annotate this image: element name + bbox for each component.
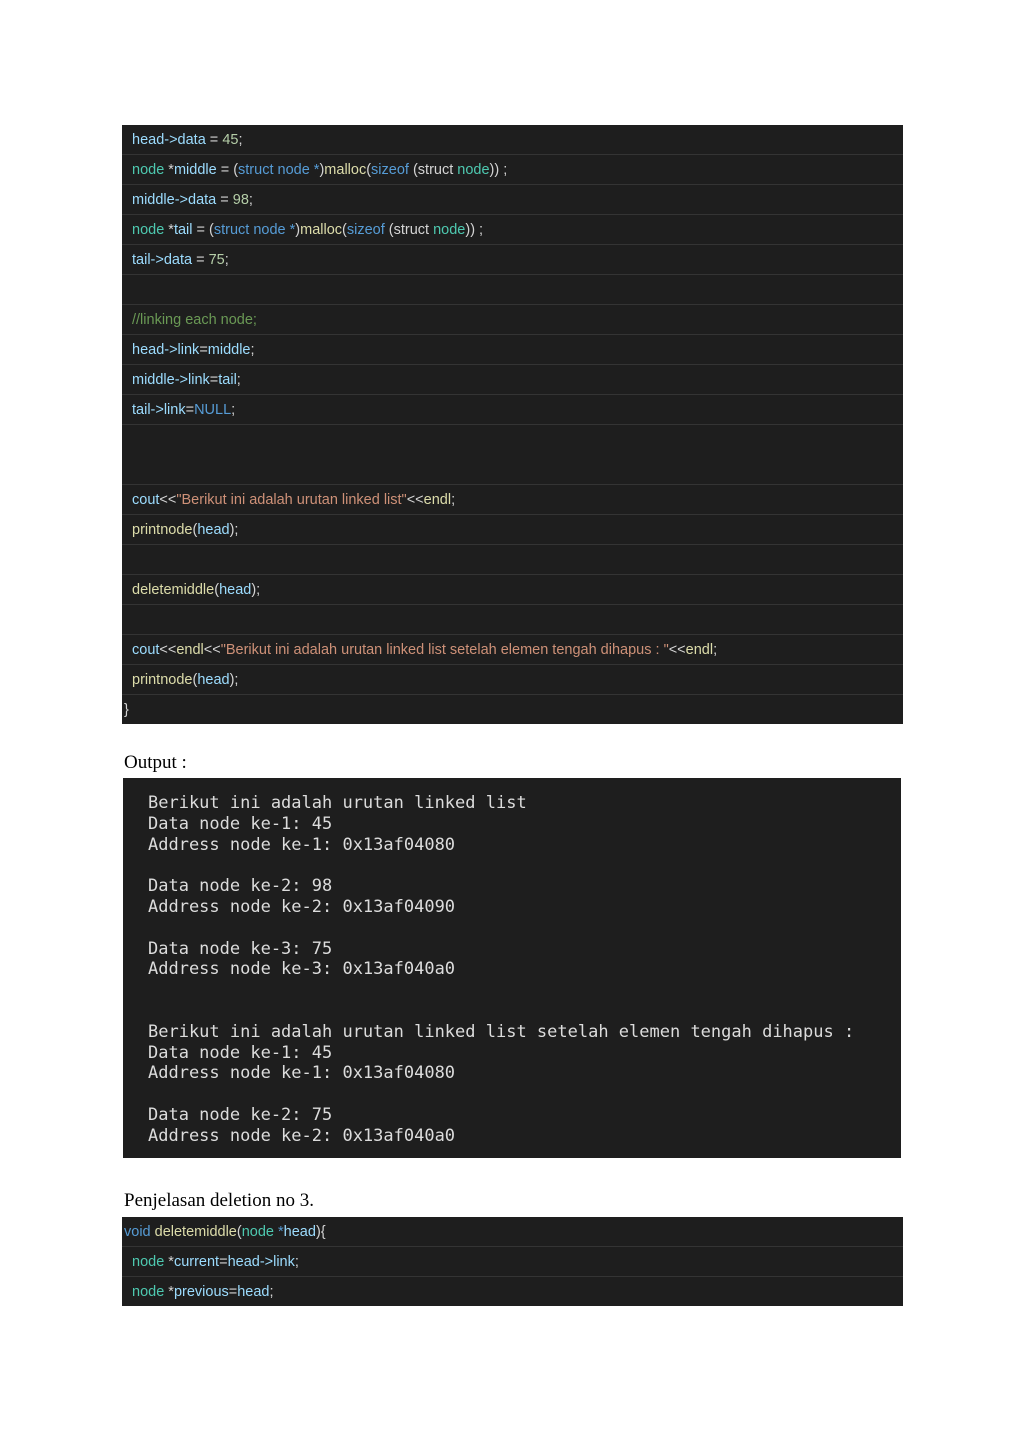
code-token: << — [159, 492, 177, 508]
code-token: deletemiddle — [154, 1224, 237, 1240]
code-token: printnode — [132, 672, 193, 688]
code-token: ); — [251, 582, 261, 598]
code-token: node — [433, 222, 466, 238]
code-token: = — [228, 1284, 238, 1300]
code-line — [122, 1217, 903, 1247]
code-line — [122, 275, 903, 305]
code-token: ; — [248, 192, 253, 208]
code-token: malloc — [324, 162, 367, 178]
code-token: (struct — [408, 162, 458, 178]
code-token: ; — [451, 492, 456, 508]
code-token: 45 — [222, 132, 239, 148]
code-token: * — [168, 162, 174, 178]
code-line — [122, 575, 903, 605]
code-token: "Berikut ini adalah urutan linked list setelah elemen tengah dihapus : " — [220, 642, 669, 658]
code-token: ){ — [315, 1224, 326, 1240]
terminal-line: Address node ke-3: 0x13af040a0 — [148, 959, 456, 980]
code-token: ); — [229, 522, 239, 538]
code-token: ( — [366, 162, 372, 178]
code-token: = — [185, 402, 195, 418]
code-token: node — [132, 222, 169, 238]
terminal-line: Data node ke-3: 75 — [148, 938, 333, 959]
code-token: head — [197, 672, 230, 688]
code-token: sizeof — [371, 162, 409, 178]
code-token: 98 — [232, 192, 249, 208]
code-line — [122, 215, 903, 245]
explanation-heading: Penjelasan deletion no 3. — [124, 1190, 314, 1211]
code-token: ( — [236, 1224, 242, 1240]
code-token: deletemiddle — [132, 582, 215, 598]
code-token: * — [168, 222, 174, 238]
code-token: tail->data — [132, 252, 193, 268]
code-token: head->data — [132, 132, 206, 148]
code-line — [122, 605, 903, 635]
code-line — [122, 1247, 903, 1277]
code-token: )) ; — [489, 162, 508, 178]
code-token: ; — [238, 132, 243, 148]
code-line — [122, 185, 903, 215]
terminal-line: Berikut ini adalah urutan linked list — [148, 793, 527, 813]
code-token: //linking each node; — [132, 312, 257, 328]
code-token: ( — [192, 522, 198, 538]
code-line — [122, 635, 903, 665]
code-token: previous — [173, 1284, 229, 1300]
code-token: current — [173, 1254, 220, 1270]
code-token: NULL — [194, 402, 232, 418]
code-token: ( — [342, 222, 347, 238]
code-token: = ( — [216, 162, 239, 178]
code-token: node — [241, 1224, 279, 1240]
terminal-line: Data node ke-2: 98 — [148, 876, 333, 897]
code-line — [122, 335, 903, 365]
code-token: tail — [173, 222, 193, 238]
code-token: tail — [218, 372, 237, 388]
code-token: = — [192, 252, 209, 268]
code-token: node — [457, 162, 490, 178]
code-token: ; — [250, 342, 255, 358]
code-token: = — [199, 342, 208, 358]
code-token: endl — [423, 492, 452, 508]
terminal-line: Data node ke-1: 45 — [148, 1042, 333, 1063]
code-token: head — [283, 1224, 316, 1240]
code-token: head->link — [132, 342, 200, 358]
code-token: "Berikut ini adalah urutan linked list" — [176, 492, 407, 508]
code-line — [122, 155, 903, 185]
code-line — [122, 305, 903, 335]
terminal-line: Data node ke-2: 75 — [148, 1105, 333, 1125]
terminal-line: Address node ke-1: 0x13af04080 — [148, 1063, 456, 1084]
terminal-line: Address node ke-2: 0x13af040a0 — [148, 1125, 456, 1146]
code-token: middle->data — [132, 192, 217, 208]
code-token: malloc — [300, 222, 343, 238]
code-token: * — [168, 1254, 174, 1270]
code-token: = — [205, 132, 223, 148]
code-token: ( — [192, 672, 198, 688]
code-line — [122, 485, 903, 515]
code-line — [122, 395, 903, 425]
code-line — [122, 365, 903, 395]
code-line — [122, 545, 903, 575]
code-token: 75 — [208, 252, 225, 268]
code-token: middle — [173, 162, 217, 178]
code-token: = ( — [192, 222, 214, 238]
code-token: = — [216, 192, 233, 208]
terminal-line: Address node ke-1: 0x13af04080 — [148, 834, 456, 855]
code-token: ) — [295, 222, 301, 238]
code-token: ; — [713, 642, 718, 658]
code-token: endl — [176, 642, 204, 658]
output-heading: Output : — [124, 752, 187, 773]
code-token: struct node * — [238, 162, 320, 178]
code-token: head — [197, 522, 230, 538]
code-token: struct node * — [213, 222, 296, 238]
code-token: node — [132, 1254, 169, 1270]
code-token: ( — [214, 582, 220, 598]
code-token: * — [168, 1284, 174, 1300]
code-line — [122, 665, 903, 695]
code-token: ; — [224, 252, 229, 268]
code-token: head — [237, 1284, 270, 1300]
code-token: printnode — [132, 522, 193, 538]
code-token: } — [124, 702, 129, 718]
code-line — [122, 1277, 903, 1306]
code-token: ) — [319, 162, 325, 178]
code-line — [122, 245, 903, 275]
code-block-main — [122, 125, 903, 724]
terminal-line: Address node ke-2: 0x13af04090 — [148, 897, 456, 917]
code-token: middle->link — [132, 372, 210, 388]
code-token: ; — [236, 372, 241, 388]
code-token: << — [203, 642, 221, 658]
code-token: ); — [229, 672, 239, 688]
code-token: = — [219, 1254, 228, 1270]
code-token: )) ; — [465, 222, 484, 238]
code-token: cout — [132, 642, 160, 658]
terminal-line: Berikut ini adalah urutan linked list setelah elemen tengah dihapus : — [148, 1021, 855, 1042]
code-token: * — [278, 1224, 284, 1240]
code-token: endl — [685, 642, 714, 658]
code-token: ; — [294, 1254, 299, 1270]
code-token: sizeof — [346, 222, 385, 238]
code-token: << — [406, 492, 424, 508]
code-token: ; — [231, 402, 236, 418]
code-token: middle — [207, 342, 251, 358]
code-block-deletemiddle — [122, 1217, 903, 1306]
code-token: << — [668, 642, 686, 658]
code-token: (struct — [384, 222, 434, 238]
code-token: << — [159, 642, 177, 658]
code-line — [122, 695, 903, 724]
code-token: void — [124, 1224, 155, 1240]
code-token: node — [132, 162, 169, 178]
code-line — [122, 425, 903, 485]
code-token: head->link — [227, 1254, 295, 1270]
code-token: tail->link — [132, 402, 186, 418]
code-token: = — [209, 372, 219, 388]
code-line — [122, 515, 903, 545]
terminal-line: Data node ke-1: 45 — [148, 813, 333, 834]
code-token: ; — [269, 1284, 274, 1300]
code-token: cout — [132, 492, 160, 508]
terminal-output — [123, 778, 901, 1158]
code-token: node — [132, 1284, 169, 1300]
code-token: head — [219, 582, 252, 598]
code-line — [122, 125, 903, 155]
